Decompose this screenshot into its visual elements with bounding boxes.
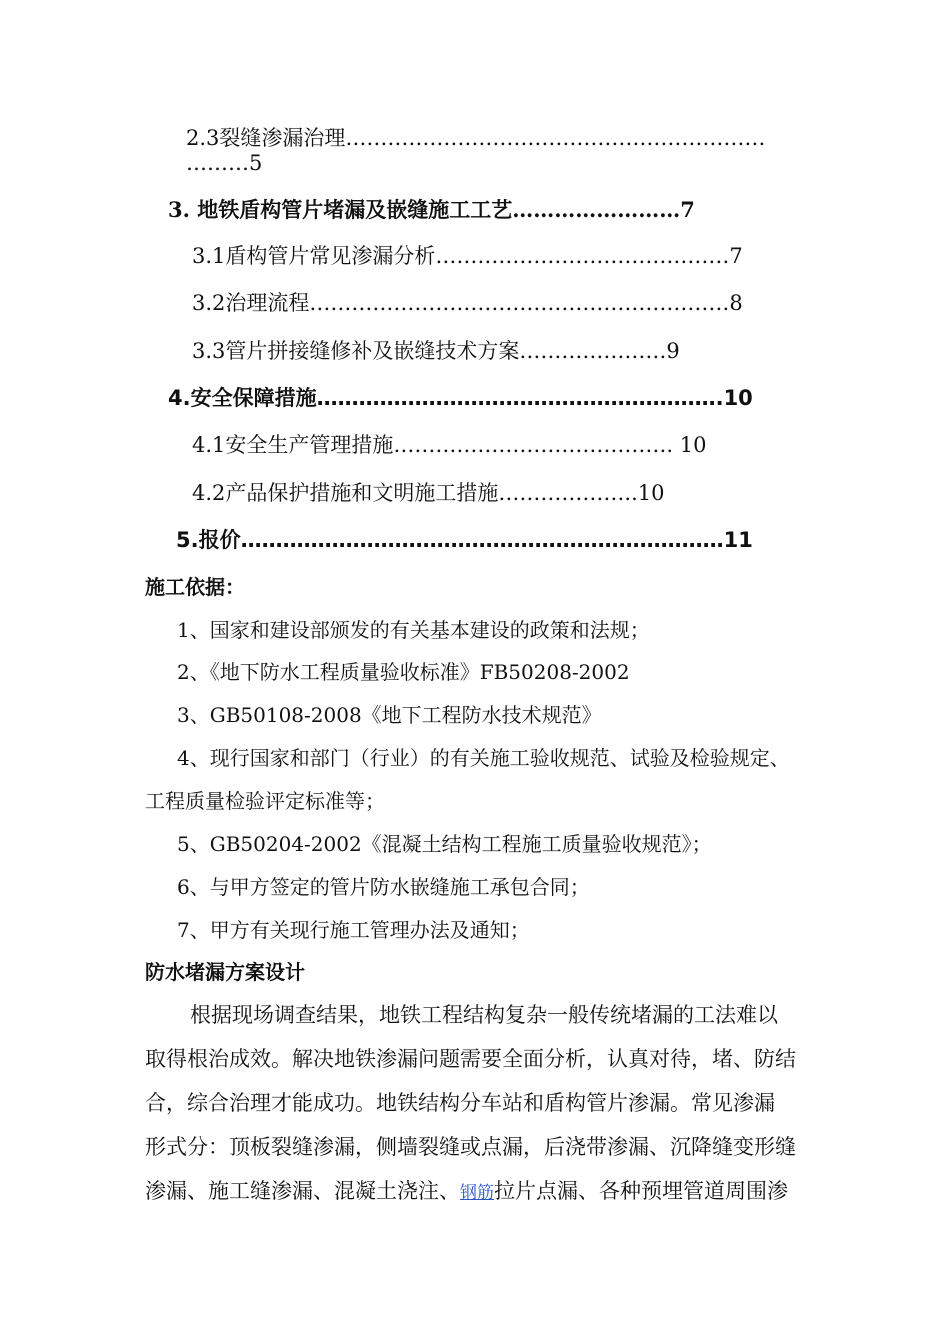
basis-item: 3、GB50108-2008《地下工程防水技术规范》	[177, 703, 602, 727]
basis-item: 6、与甲方签定的管片防水嵌缝施工承包合同；	[177, 875, 590, 899]
toc-item-4-2: 4.2产品保护措施和文明施工措施………………..10	[192, 481, 665, 505]
design-paragraph-line: 取得根治成效。解决地铁渗漏问题需要全面分析，认真对待，堵、防结	[145, 1047, 796, 1071]
design-paragraph-line: 形式分：顶板裂缝渗漏，侧墙裂缝或点漏，后浇带渗漏、沉降缝变形缝	[145, 1135, 796, 1159]
toc-item-3-1: 3.1盾构管片常见渗漏分析……………………………………7	[192, 244, 743, 268]
design-paragraph-last-line	[145, 1177, 788, 1207]
basis-item-continued: 工程质量检验评定标准等；	[145, 789, 385, 813]
toc-item-4-1: 4.1安全生产管理措施…………………………………. 10	[192, 433, 707, 457]
basis-item: 7、甲方有关现行施工管理办法及通知；	[177, 918, 530, 942]
design-paragraph-line: 根据现场调查结果，地铁工程结构复杂一般传统堵漏的工法难以	[190, 1003, 778, 1027]
rebar-link[interactable]: 钢筋	[460, 1183, 494, 1203]
basis-item: 2、《地下防水工程质量验收标准》FB50208-2002	[177, 660, 630, 684]
toc-item-5: 5.报价……………………………………………………………11	[176, 528, 753, 552]
basis-item: 5、GB50204-2002《混凝土结构工程施工质量验收规范》；	[177, 832, 712, 856]
toc-item-3-3: 3.3管片拼接缝修补及嵌缝技术方案…………………9	[192, 339, 680, 363]
toc-item-3-2: 3.2治理流程……………………………………………………8	[192, 291, 743, 315]
basis-item: 4、现行国家和部门（行业）的有关施工验收规范、试验及检验规定、	[177, 746, 790, 770]
design-text-before-link: 渗漏、施工缝渗漏、混凝土浇注、	[145, 1179, 460, 1203]
design-heading: 防水堵漏方案设计	[145, 960, 305, 984]
toc-item-2-3: 2.3裂缝渗漏治理……………………………………………………	[186, 126, 766, 150]
design-paragraph-line: 合，综合治理才能成功。地铁结构分车站和盾构管片渗漏。常见渗漏	[145, 1091, 775, 1115]
toc-item-3: 3. 地铁盾构管片堵漏及嵌缝施工工艺……………………7	[168, 197, 695, 222]
basis-item: 1、国家和建设部颁发的有关基本建设的政策和法规；	[177, 618, 650, 642]
design-text-after-link: 拉片点漏、各种预埋管道周围渗	[494, 1179, 788, 1203]
basis-heading: 施工依据：	[145, 575, 245, 599]
toc-item-4: 4.安全保障措施………………………………………………….10	[168, 386, 753, 410]
toc-item-2-3-page: ………5	[186, 151, 263, 175]
